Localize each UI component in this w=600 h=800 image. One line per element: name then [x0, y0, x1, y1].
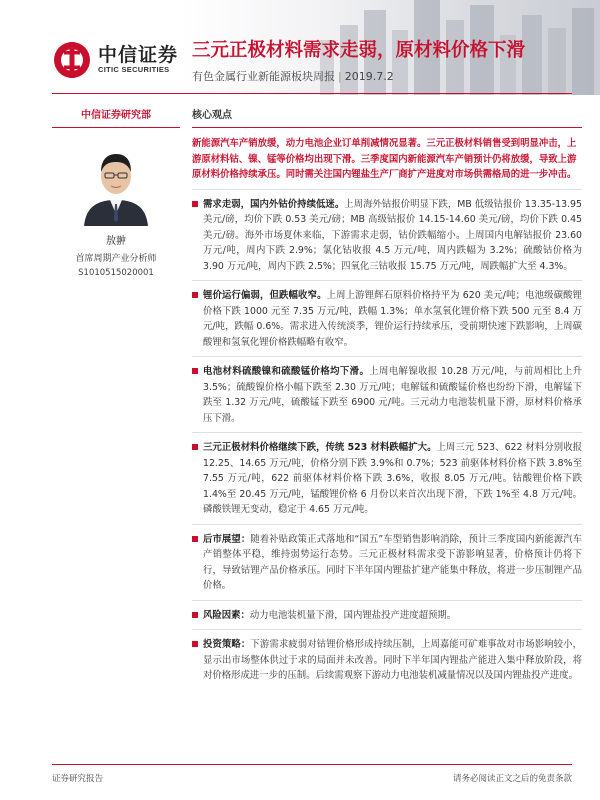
section-cathode [192, 440, 582, 518]
bullet-marker [192, 368, 198, 374]
section-divider [192, 356, 582, 357]
header-divider [52, 93, 572, 94]
section-body: 动力电池装机量下滑，国内锂盐投产进度超预期。 [249, 609, 457, 621]
core-views-column [192, 106, 582, 684]
section-divider [192, 600, 582, 601]
core-views-heading: 核心观点 [192, 106, 582, 128]
report-subtitle [192, 68, 394, 84]
section-body: 上周三元 523、622 材料分别收报 12.25、14.65 万元/吨，价格分别下跌 3.9%和 0.7%；523 前驱体材料价格下跌 3.8%至 7.55 万元/吨，622 前驱体材料价格下跌 3.6%，收报 8.05 万元/吨。钴酸锂价格下跌 1.4%至 20.45 万元/吨，锰酸锂价格 6 月份以来首次出现下滑，下跌 1%至 4.8 万元/吨。磷酸铁锂无变动，稳定于 4.65 万元/吨。 [203, 442, 582, 515]
bullet-marker [192, 641, 198, 647]
analyst-name: 敖翀 [106, 236, 126, 247]
analyst-role: 首席周期产业分析师 [75, 254, 157, 264]
analyst-column [52, 106, 180, 278]
section-lead: 投资策略： [203, 639, 251, 650]
analyst-license-id: S1010515020001 [78, 268, 154, 278]
section-divider [192, 189, 582, 190]
report-header [0, 0, 600, 95]
section-lead: 后市展望： [203, 533, 251, 545]
section-body: 下游需求疲弱对钴锂价格形成持续压制，上周嘉能可矿难事故对市场影响较小，显示出市场整体供过于求的局面并未改善。同时下半年国内锂盐产能进入集中释放阶段，将对价格形成进一步的压制。后续需观察下游动力电池装机减量情况以及国内锂盐投产进度。 [203, 639, 582, 681]
footer-divider [52, 764, 572, 765]
section-body: 上周电解镍收报 10.28 万元/吨，与前周相比上升 3.5%；硫酸镍价格小幅下跌至 2.30 万元/吨；电解锰和硫酸锰价格也纷纷下滑，电解锰下跌至 1.32 万元/吨，硫酸锰下跌至 6900 元/吨。三元动力电池装机量下滑，原材料价格承压下滑。 [203, 366, 582, 424]
section-lead: 需求走弱，国内外钴价持续低迷。 [203, 198, 345, 210]
section-body: 随着补贴政策正式落地和“国五”车型销售影响消除，预计三季度国内新能源汽车产销整体平稳，维持弱势运行态势。三元正极材料需求受下游影响显著，价格预计仍将下行，导致钴锂产品价格承压。同时下半年国内锂盐扩建产能集中释放，将进一步压制锂产品价格。 [203, 533, 582, 591]
section-lead: 电池材料硫酸镍和硫酸锰价格均下滑。 [203, 366, 370, 377]
section-lead: 三元正极材料价格继续下跌，传统 523 材料跌幅扩大。 [203, 442, 437, 453]
brand-name-en: CITIC SECURITIES [98, 65, 170, 74]
section-divider [192, 280, 582, 281]
brand-name-cn: 中信证券 [98, 44, 179, 66]
section-cobalt [192, 197, 582, 275]
section-divider [192, 629, 582, 630]
section-outlook [192, 532, 582, 594]
bullet-marker [192, 201, 198, 207]
bullet-marker [192, 536, 198, 542]
footer-disclaimer-note: 请务必阅读正文之后的免责条款 [452, 774, 572, 784]
report-title: 三元正极材料需求走弱，原材料价格下滑 [192, 40, 526, 61]
section-divider [192, 524, 582, 525]
section-risk [192, 608, 582, 624]
section-body: 上周上游锂辉石原料价格持平为 620 美元/吨；电池级碳酸锂价格下跌 1000 元至 7.35 万元/吨，跌幅 1.3%；单水氢氧化锂价格下跌 500 元至 8.4 万元/吨，跌幅 0.6%。需求进入传统淡季，锂价运行持续承压，受前期快速下跌影响，上周碳酸锂和氢氧化锂价格跌幅略有收窄。 [203, 290, 582, 348]
report-industry: 有色金属行业新能源板块周报 [192, 70, 335, 83]
section-strategy [192, 637, 582, 684]
research-dept-heading: 中信证券研究部 [52, 106, 180, 128]
summary-paragraph: 新能源汽车产销放缓，动力电池企业订单削减情况显著。三元正极材料销售受到明显冲击，上游原材料钴、镍、锰等价格均出现下滑。三季度国内新能源汽车产销预计仍将放缓，导致上游原材料价格持续承压。同时需关注国内锂盐生产厂商扩产进度对市场供需格局的进一步冲击。 [192, 138, 577, 180]
report-date: 2019.7.2 [344, 70, 394, 83]
analyst-photo [74, 142, 158, 226]
section-lead: 风险因素： [203, 609, 250, 621]
section-nickel-manganese [192, 364, 582, 426]
section-divider [192, 432, 582, 433]
footer-report-type: 证券研究报告 [52, 774, 104, 784]
section-body: 上周海外钴报价明显下跌，MB 低级钴报价 13.35-13.95 美元/磅，均价下跌 0.53 美元/磅；MB 高级钴报价 14.15-14.60 美元/磅，均价下跌 0.45 美元/磅。海外市场夏休来临，下游需求走弱，钴价跌幅缩小。上周国内电解钴报价 23.60 万元/吨，周内下跌 2.9%；氯化钴收报 4.5 万元/吨，周内跌幅为 3.2%；硫酸钴价格为 3.90 万元/吨，周内下跌 2.5%；四氧化三钴收报 15.75 万元/吨，周跌幅扩大至 4.3%。 [203, 198, 582, 272]
subtitle-separator: | [338, 70, 342, 83]
bullet-marker [192, 292, 198, 298]
section-lithium [192, 288, 582, 350]
bullet-marker [192, 444, 198, 450]
section-lead: 锂价运行偏弱，但跌幅收窄。 [203, 290, 327, 301]
citic-logo-icon [52, 40, 92, 80]
bullet-marker [192, 612, 198, 618]
